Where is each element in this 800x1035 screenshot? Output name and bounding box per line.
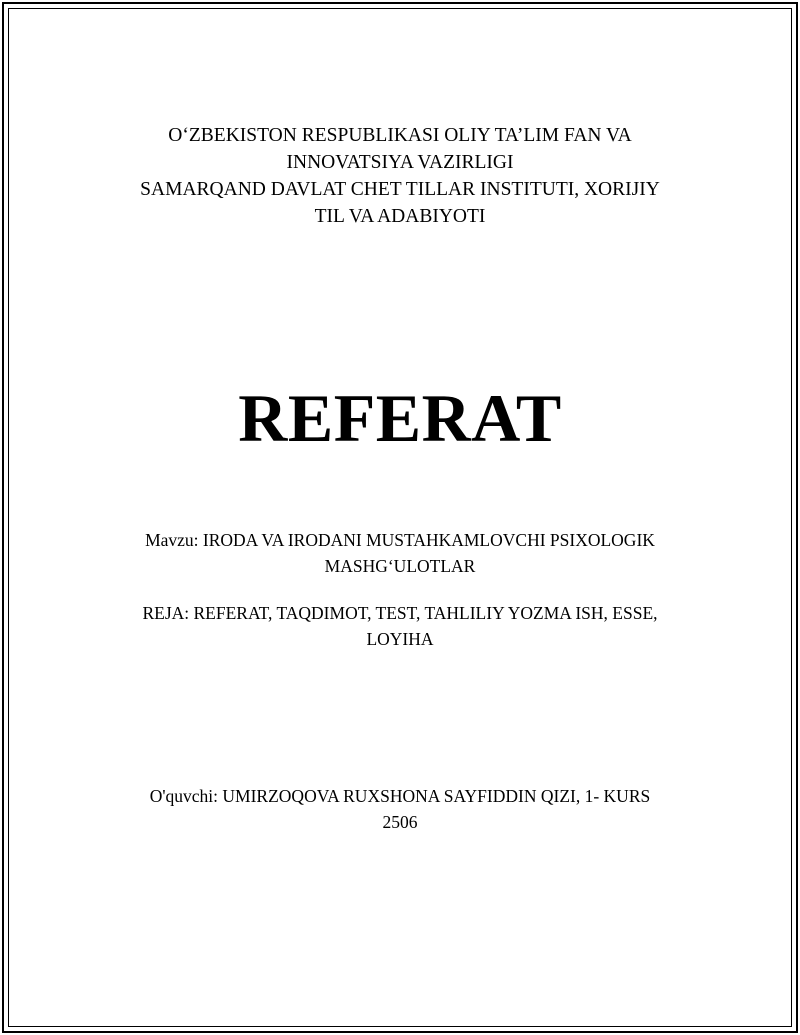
institution-header — [90, 122, 710, 230]
header-line-1: O‘ZBEKISTON RESPUBLIKASI OLIY TA’LIM FAN VA — [168, 125, 632, 146]
plan-line-1: REJA: REFERAT, TAQDIMOT, TEST, TAHLILIY YOZMA ISH, ESSE, — [142, 603, 658, 623]
plan-block — [90, 600, 710, 652]
topic-line-2: MASHG‘ULOTLAR — [324, 556, 476, 576]
document-title: REFERAT — [238, 380, 562, 456]
plan-line-2: LOYIHA — [366, 629, 434, 649]
topic-line-1: Mavzu: IRODA VA IRODANI MUSTAHKAMLOVCHI PSIXOLOGIK — [145, 530, 655, 550]
student-block — [90, 783, 710, 835]
header-line-3: SAMARQAND DAVLAT CHET TILLAR INSTITUTI, XORIJIY — [140, 179, 660, 200]
student-line-2: 2506 — [382, 812, 418, 832]
topic-block — [90, 527, 710, 579]
header-line-2: INNOVATSIYA VAZIRLIGI — [286, 152, 514, 173]
student-line-1: O'quvchi: UMIRZOQOVA RUXSHONA SAYFIDDIN QIZI, 1- KURS — [149, 786, 651, 806]
header-line-4: TIL VA ADABIYOTI — [314, 206, 486, 227]
